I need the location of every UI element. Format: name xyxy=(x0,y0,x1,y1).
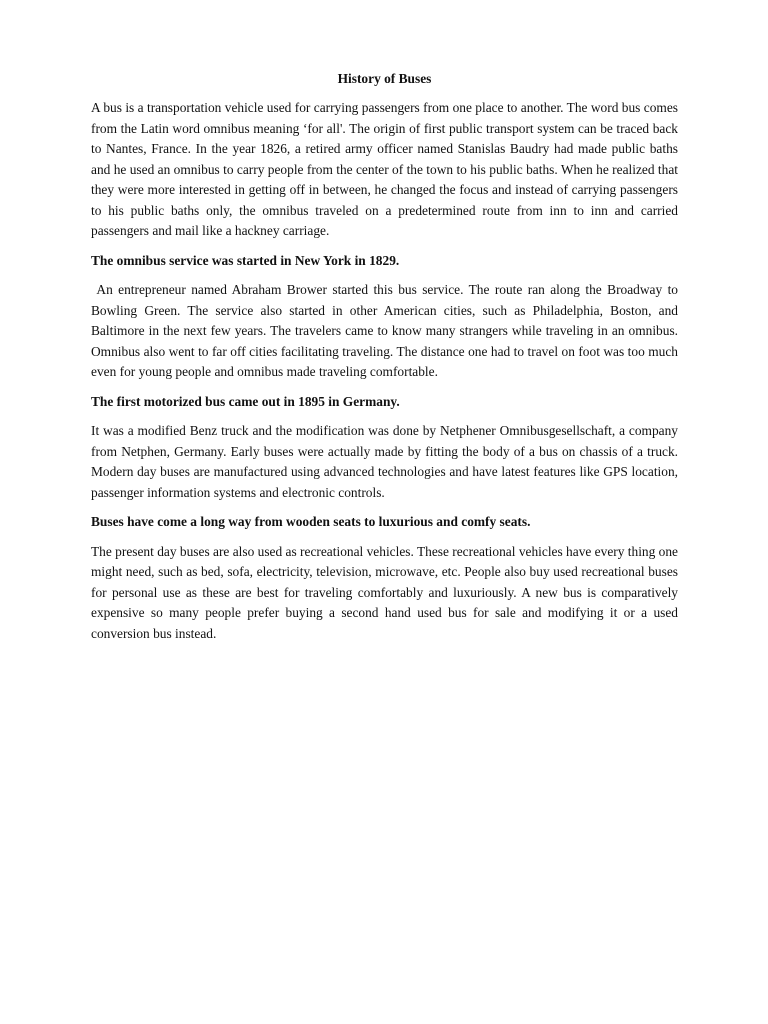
section-heading-germany: The first motorized bus came out in 1895 in Germany. xyxy=(91,393,400,409)
section-heading-seats: Buses have come a long way from wooden seats to luxurious and comfy seats. xyxy=(91,514,531,529)
paragraph-germany: It was a modified Benz truck and the modification was done by Netphener Omnibusgesellschaft, a company from Netphen, Germany. Early buses were actually made by fitting the body of a bus on chassis of a truck. Modern day buses are manufactured using advanced technologies and have latest features like GPS location, passenger information systems and electronic controls. xyxy=(91,423,678,500)
paragraph-new-york: An entrepreneur named Abraham Brower started this bus service. The route ran along the Broadway to Bowling Green. The service also started in other American cities, such as Philadelphia, Boston, and Baltimore in the next few years. The travelers came to know many strangers while traveling in an omnibus. Omnibus also went to far off cities facilitating traveling. The distance one had to travel on foot was too much even for young people and omnibus made traveling comfortable. xyxy=(91,282,682,379)
section-heading-new-york: The omnibus service was started in New York in 1829. xyxy=(91,252,400,268)
document-body xyxy=(91,69,682,653)
paragraph-intro: A bus is a transportation vehicle used for carrying passengers from one place to another. The word bus comes from the Latin word omnibus meaning ‘for all'. The origin of first public transport system can be traced back to Nantes, France. In the year 1826, a retired army officer named Stanislas Baudry had made public baths and he used an omnibus to carry people from the center of the town to his public baths. When he realized that they were more interested in getting off in between, he changed the focus and instead of carrying passengers to his public baths only, the omnibus traveled on a predetermined route from inn to inn and carried passengers and mail like a hackney carriage. xyxy=(91,100,678,238)
paragraph-recreational: The present day buses are also used as recreational vehicles. These recreational vehicles have every thing one might need, such as bed, sofa, electricity, television, microwave, etc. People also buy used recreational buses for personal use as these are best for traveling comfortably and luxuriously. A new bus is comparatively expensive so many people prefer buying a second hand used bus for sale and modifying it or a used conversion bus instead. xyxy=(91,543,678,641)
document-title: History of Buses xyxy=(337,71,432,86)
